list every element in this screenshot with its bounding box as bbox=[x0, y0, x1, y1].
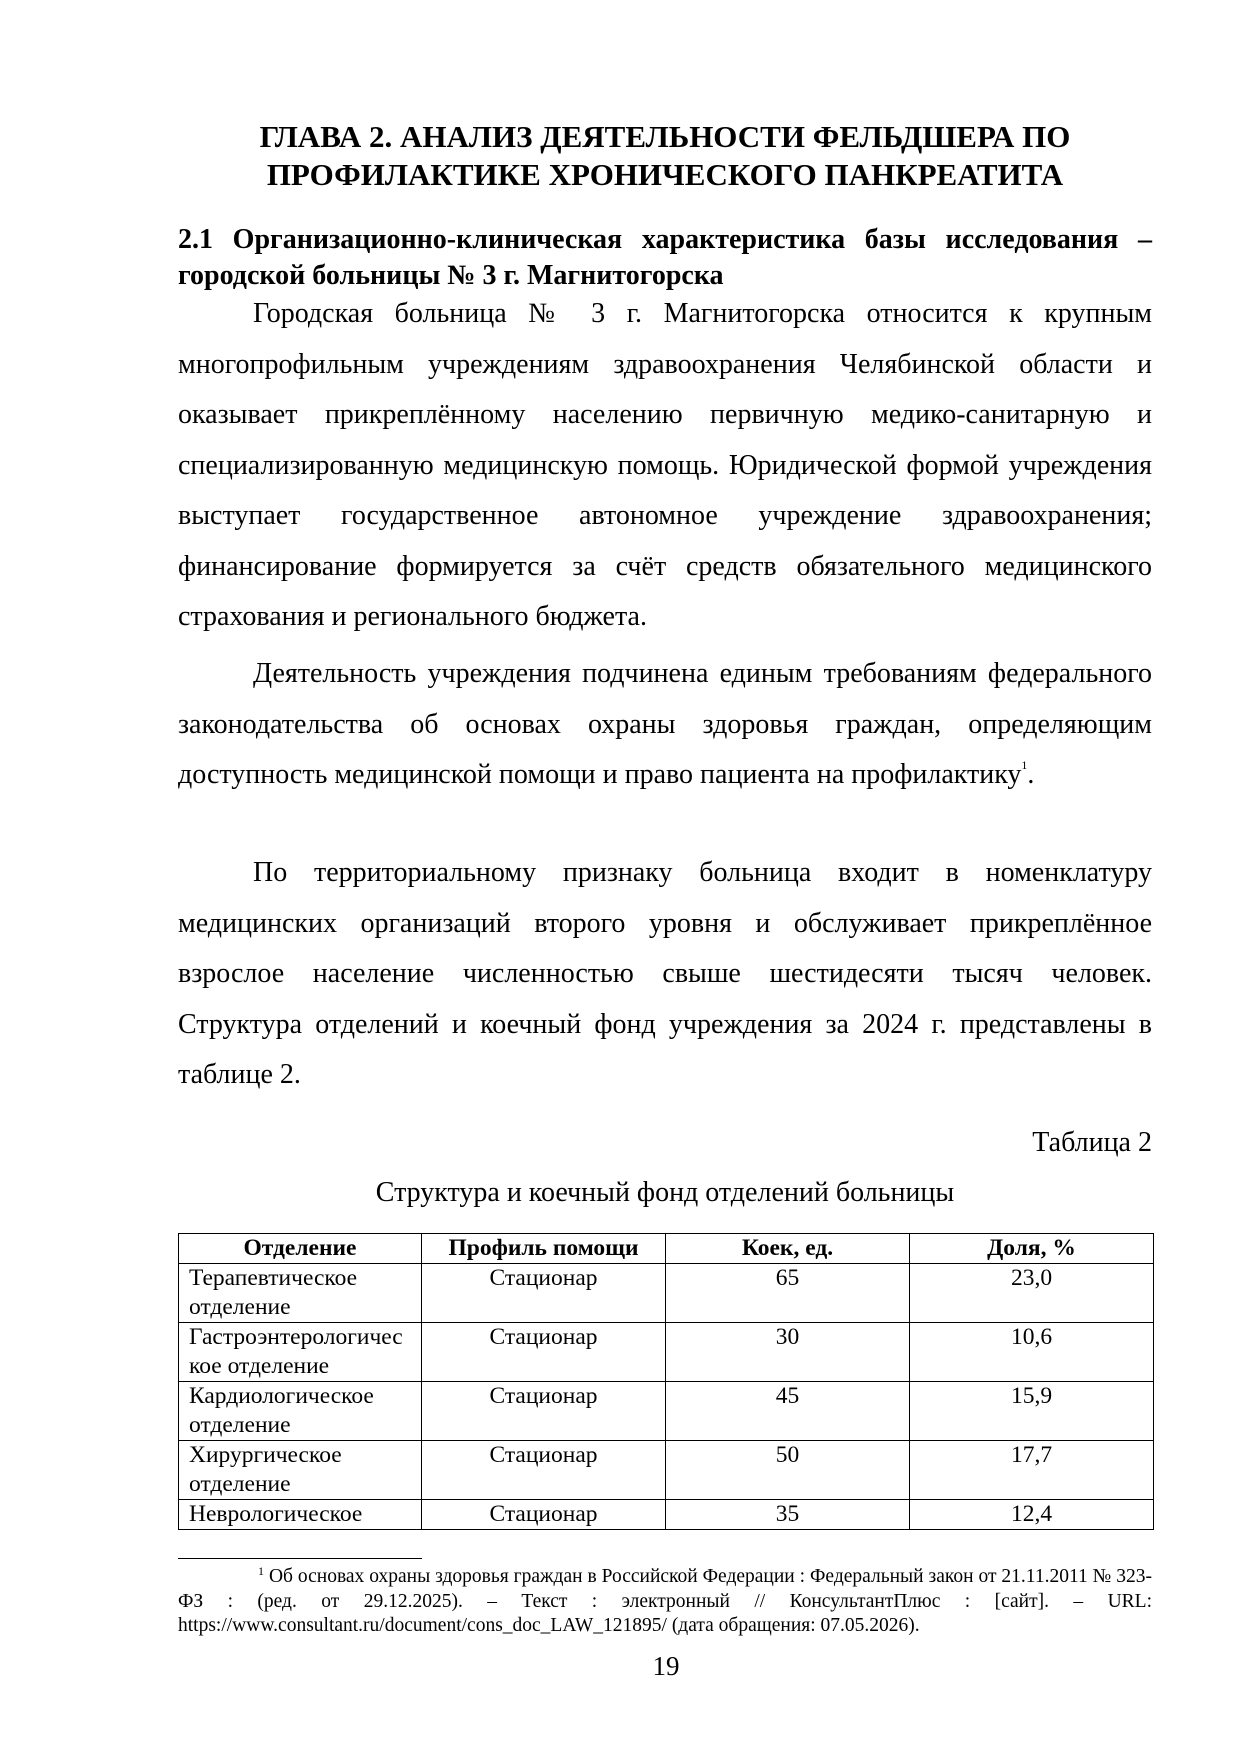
table-row bbox=[179, 1323, 1154, 1382]
department-cell: Кардиологическое отделение bbox=[179, 1382, 422, 1441]
paragraph-2 bbox=[178, 649, 1152, 801]
paragraph-3: По территориальному признаку больница входит в номенклатуру медицинских организаций второго уровня и обслуживает прикреплённое взрослое население численностью свыше шестидесяти тысяч человек. Структура отделений и коечный фонд учреждения за 2024 г. представлены в таблице 2. bbox=[178, 857, 1152, 1090]
column-header: Отделение bbox=[179, 1234, 422, 1264]
table-caption: Структура и коечный фонд отделений больницы bbox=[375, 1177, 955, 1208]
profile-cell: Стационар bbox=[422, 1500, 666, 1530]
footnote-text: Об основах охраны здоровья граждан в Российской Федерации : Федеральный закон от 21.11.2011 № 323-ФЗ : (ред. от 29.12.2025). – Текст : электронный // КонсультантПлюс : [сайт]. – URL: https://www.consultant.ru/document/cons_doc_LAW_121895/ (дата обращения: 07.05.2026). bbox=[178, 1566, 1153, 1636]
paragraph-1: Городская больница № 3 г. Магнитогорска относится к крупным многопрофильным учреждениям здравоохранения Челябинской области и оказывает прикреплённому населению первичную медико-санитарную и специализированную медицинскую помощь. Юридической формой учреждения выступает государственное автономное учреждение здравоохранения; финансирование формируется за счёт средств обязательного медицинского страхования и регионального бюджета. bbox=[178, 298, 1152, 632]
column-header: Доля, % bbox=[910, 1234, 1154, 1264]
table-row bbox=[179, 1264, 1154, 1323]
share-cell: 10,6 bbox=[910, 1323, 1154, 1382]
share-cell: 15,9 bbox=[910, 1382, 1154, 1441]
department-cell: Неврологическое bbox=[179, 1500, 422, 1530]
profile-cell: Стационар bbox=[422, 1264, 666, 1323]
beds-cell: 45 bbox=[666, 1382, 910, 1441]
profile-cell: Стационар bbox=[422, 1323, 666, 1382]
footnote bbox=[178, 1565, 1152, 1639]
chapter-title-line-1: ГЛАВА 2. АНАЛИЗ ДЕЯТЕЛЬНОСТИ ФЕЛЬДШЕРА ПО bbox=[259, 119, 1071, 154]
department-cell: Хирургическое отделение bbox=[179, 1441, 422, 1500]
footnote-reference: 1 bbox=[1021, 758, 1028, 772]
share-cell: 17,7 bbox=[910, 1441, 1154, 1500]
beds-cell: 30 bbox=[666, 1323, 910, 1382]
chapter-title-line-2: ПРОФИЛАКТИКЕ ХРОНИЧЕСКОГО ПАНКРЕАТИТА bbox=[266, 157, 1064, 192]
share-cell: 12,4 bbox=[910, 1500, 1154, 1530]
department-cell: Гастроэнтерологическое отделение bbox=[179, 1323, 422, 1382]
page-number: 19 bbox=[652, 1651, 680, 1681]
profile-cell: Стационар bbox=[422, 1382, 666, 1441]
chapter-title bbox=[178, 118, 1152, 194]
table-row bbox=[179, 1441, 1154, 1500]
table-label: Таблица 2 bbox=[1032, 1127, 1152, 1158]
share-cell: 23,0 bbox=[910, 1264, 1154, 1323]
department-cell: Терапевтическое отделение bbox=[179, 1264, 422, 1323]
departments-table bbox=[178, 1233, 1154, 1530]
column-header: Коек, ед. bbox=[666, 1234, 910, 1264]
table-row bbox=[179, 1382, 1154, 1441]
paragraph-2-end: . bbox=[1027, 759, 1035, 790]
footnote-separator bbox=[178, 1558, 422, 1559]
column-header: Профиль помощи bbox=[422, 1234, 666, 1264]
section-title: 2.1 Организационно-клиническая характеристика базы исследования – городской больницы № 3 г. Магнитогорска bbox=[178, 224, 1152, 291]
table-header-row bbox=[179, 1234, 1154, 1264]
paragraph-2-text: Деятельность учреждения подчинена единым требованиям федерального законодательства об основах охраны здоровья граждан, определяющим доступность медицинской помощи и право пациента на профилактику bbox=[178, 658, 1152, 790]
table-row bbox=[179, 1500, 1154, 1530]
beds-cell: 65 bbox=[666, 1264, 910, 1323]
beds-cell: 35 bbox=[666, 1500, 910, 1530]
footnote-number: 1 bbox=[258, 1564, 264, 1578]
beds-cell: 50 bbox=[666, 1441, 910, 1500]
profile-cell: Стационар bbox=[422, 1441, 666, 1500]
